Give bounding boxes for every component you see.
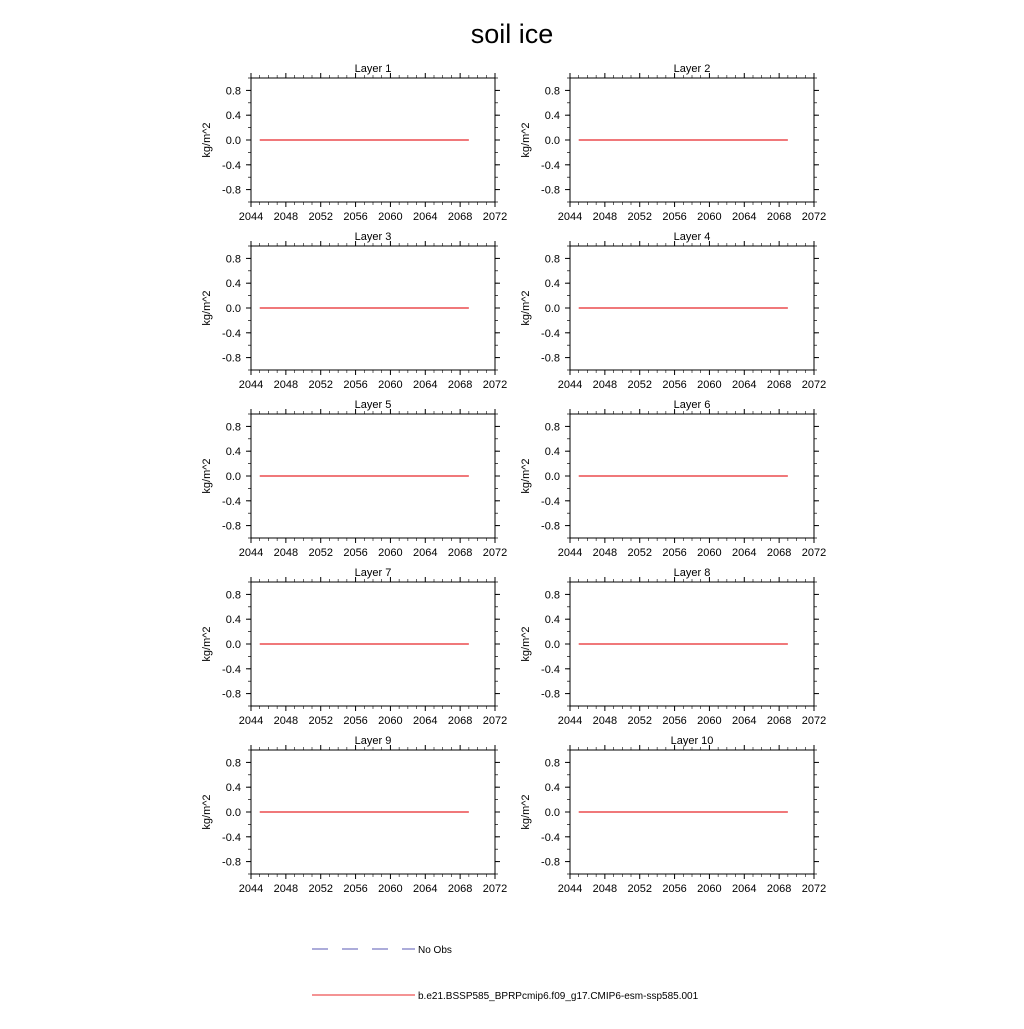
- x-tick-label: 2048: [592, 379, 618, 391]
- panel-title: Layer 7: [354, 567, 392, 579]
- x-tick-label: 2052: [627, 883, 652, 895]
- x-tick-label: 2068: [447, 379, 473, 391]
- x-tick-label: 2044: [238, 715, 264, 727]
- y-axis-label: kg/m^2: [520, 626, 532, 662]
- x-tick-label: 2072: [482, 379, 508, 391]
- panel-title: Layer 4: [673, 231, 711, 243]
- x-tick-label: 2052: [627, 379, 652, 391]
- x-tick-label: 2056: [662, 211, 687, 223]
- x-tick-label: 2068: [766, 547, 792, 559]
- y-tick-label: 0.8: [225, 589, 241, 602]
- y-tick-label: -0.4: [222, 663, 241, 676]
- y-tick-label: 0.0: [225, 471, 241, 483]
- legend-label: b.e21.BSSP585_BPRPcmip6.f09_g17.CMIP6-esm-ssp585.001: [418, 991, 699, 1002]
- legend-label: No Obs: [418, 945, 452, 956]
- x-tick-label: 2072: [801, 547, 827, 559]
- y-axis-label: kg/m^2: [201, 626, 213, 662]
- x-tick-label: 2052: [308, 211, 333, 223]
- x-tick-label: 2068: [447, 883, 473, 895]
- y-tick-label: 0.0: [544, 807, 560, 819]
- legend-entry: [312, 945, 452, 956]
- y-tick-label: -0.8: [541, 688, 560, 701]
- y-tick-label: -0.8: [541, 520, 560, 533]
- legend-entry: [312, 991, 699, 1002]
- y-tick-label: 0.4: [544, 110, 560, 123]
- x-tick-label: 2068: [766, 211, 792, 223]
- x-tick-label: 2056: [343, 379, 368, 391]
- panel-title: Layer 1: [354, 63, 392, 75]
- y-tick-label: -0.4: [222, 159, 241, 172]
- y-axis-label: kg/m^2: [520, 122, 532, 158]
- y-tick-label: -0.4: [541, 663, 560, 676]
- y-tick-label: 0.4: [544, 614, 560, 627]
- x-tick-label: 2056: [662, 715, 687, 727]
- x-tick-label: 2048: [273, 547, 299, 559]
- x-tick-label: 2048: [273, 883, 299, 895]
- x-tick-label: 2048: [592, 211, 618, 223]
- y-tick-label: 0.0: [225, 303, 241, 315]
- legend: [312, 945, 699, 1002]
- x-tick-label: 2072: [482, 715, 508, 727]
- x-tick-label: 2068: [447, 211, 473, 223]
- x-tick-label: 2060: [378, 547, 403, 559]
- x-tick-label: 2068: [766, 715, 792, 727]
- y-tick-label: 0.8: [544, 253, 560, 266]
- x-tick-label: 2072: [482, 211, 508, 223]
- x-tick-label: 2044: [557, 715, 583, 727]
- y-tick-label: -0.4: [222, 495, 241, 508]
- panel-layer-3: [201, 231, 507, 391]
- y-tick-label: -0.8: [541, 856, 560, 869]
- y-tick-label: -0.8: [222, 856, 241, 869]
- x-tick-label: 2060: [378, 883, 403, 895]
- y-tick-label: -0.4: [541, 327, 560, 340]
- y-axis-label: kg/m^2: [201, 290, 213, 326]
- x-tick-label: 2064: [732, 211, 757, 223]
- panel-layer-9: [201, 735, 507, 895]
- x-tick-label: 2060: [378, 715, 403, 727]
- y-tick-label: 0.8: [225, 85, 241, 98]
- x-tick-label: 2044: [557, 547, 583, 559]
- x-tick-label: 2056: [343, 211, 368, 223]
- x-tick-label: 2044: [557, 379, 583, 391]
- panel-title: Layer 10: [670, 735, 714, 747]
- x-tick-label: 2064: [413, 547, 438, 559]
- x-tick-label: 2056: [662, 547, 687, 559]
- y-tick-label: 0.0: [544, 303, 560, 315]
- y-tick-label: 0.0: [544, 471, 560, 483]
- panel-title: Layer 3: [354, 231, 392, 243]
- x-tick-label: 2064: [413, 883, 438, 895]
- x-tick-label: 2048: [273, 211, 299, 223]
- y-tick-label: 0.4: [225, 446, 241, 459]
- y-tick-label: -0.8: [541, 352, 560, 365]
- y-tick-label: -0.8: [222, 184, 241, 197]
- x-tick-label: 2048: [273, 379, 299, 391]
- panel-layer-6: [520, 399, 826, 559]
- x-tick-label: 2056: [343, 715, 368, 727]
- x-tick-label: 2052: [627, 715, 652, 727]
- x-tick-label: 2056: [343, 883, 368, 895]
- x-tick-label: 2068: [447, 547, 473, 559]
- y-axis-label: kg/m^2: [201, 458, 213, 494]
- x-tick-label: 2052: [308, 547, 333, 559]
- x-tick-label: 2044: [238, 547, 264, 559]
- y-tick-label: 0.8: [544, 421, 560, 434]
- y-tick-label: 0.0: [225, 639, 241, 651]
- panel-title: Layer 2: [673, 63, 711, 75]
- x-tick-label: 2044: [238, 379, 264, 391]
- y-tick-label: 0.4: [225, 782, 241, 795]
- panel-title: Layer 8: [673, 567, 711, 579]
- x-tick-label: 2072: [482, 547, 508, 559]
- panel-layer-4: [520, 231, 826, 391]
- y-tick-label: -0.4: [541, 495, 560, 508]
- panel-title: Layer 5: [354, 399, 392, 411]
- x-tick-label: 2056: [343, 547, 368, 559]
- x-tick-label: 2048: [273, 715, 299, 727]
- y-tick-label: 0.4: [225, 278, 241, 291]
- x-tick-label: 2064: [732, 715, 757, 727]
- x-tick-label: 2072: [482, 883, 508, 895]
- y-tick-label: -0.4: [222, 831, 241, 844]
- x-tick-label: 2052: [308, 883, 333, 895]
- x-tick-label: 2064: [732, 883, 757, 895]
- x-tick-label: 2068: [766, 379, 792, 391]
- panel-layer-2: [520, 63, 826, 223]
- x-tick-label: 2044: [238, 211, 264, 223]
- y-tick-label: 0.8: [544, 757, 560, 770]
- x-tick-label: 2048: [592, 883, 618, 895]
- panel-layer-7: [201, 567, 507, 727]
- x-tick-label: 2056: [662, 883, 687, 895]
- y-axis-label: kg/m^2: [520, 458, 532, 494]
- y-tick-label: 0.8: [225, 757, 241, 770]
- y-axis-label: kg/m^2: [201, 794, 213, 830]
- y-tick-label: 0.4: [225, 110, 241, 123]
- y-axis-label: kg/m^2: [201, 122, 213, 158]
- x-tick-label: 2060: [697, 379, 722, 391]
- panel-layer-8: [520, 567, 826, 727]
- y-tick-label: -0.4: [541, 159, 560, 172]
- x-tick-label: 2072: [801, 211, 827, 223]
- y-tick-label: 0.8: [225, 253, 241, 266]
- x-tick-label: 2064: [413, 379, 438, 391]
- y-tick-label: -0.4: [222, 327, 241, 340]
- x-tick-label: 2060: [378, 211, 403, 223]
- panel-title: Layer 6: [673, 399, 711, 411]
- y-tick-label: -0.4: [541, 831, 560, 844]
- y-tick-label: 0.8: [544, 589, 560, 602]
- x-tick-label: 2048: [592, 715, 618, 727]
- x-tick-label: 2060: [697, 211, 722, 223]
- y-tick-label: -0.8: [222, 352, 241, 365]
- x-tick-label: 2060: [697, 715, 722, 727]
- x-tick-label: 2064: [413, 211, 438, 223]
- y-axis-label: kg/m^2: [520, 290, 532, 326]
- y-tick-label: 0.0: [544, 639, 560, 651]
- x-tick-label: 2072: [801, 883, 827, 895]
- panel-layer-10: [520, 735, 826, 895]
- y-tick-label: 0.0: [544, 135, 560, 147]
- y-tick-label: 0.4: [225, 614, 241, 627]
- x-tick-label: 2056: [662, 379, 687, 391]
- y-tick-label: 0.8: [544, 85, 560, 98]
- x-tick-label: 2064: [732, 547, 757, 559]
- y-tick-label: -0.8: [541, 184, 560, 197]
- x-tick-label: 2072: [801, 715, 827, 727]
- y-tick-label: 0.0: [225, 135, 241, 147]
- x-tick-label: 2044: [238, 883, 264, 895]
- y-tick-label: -0.8: [222, 520, 241, 533]
- y-tick-label: -0.8: [222, 688, 241, 701]
- x-tick-label: 2068: [766, 883, 792, 895]
- x-tick-label: 2072: [801, 379, 827, 391]
- x-tick-label: 2044: [557, 883, 583, 895]
- y-tick-label: 0.4: [544, 446, 560, 459]
- panel-title: Layer 9: [354, 735, 392, 747]
- chart-title: soil ice: [470, 19, 554, 49]
- x-tick-label: 2044: [557, 211, 583, 223]
- x-tick-label: 2052: [308, 379, 333, 391]
- panel-layer-5: [201, 399, 507, 559]
- y-axis-label: kg/m^2: [520, 794, 532, 830]
- x-tick-label: 2060: [697, 547, 722, 559]
- x-tick-label: 2068: [447, 715, 473, 727]
- x-tick-label: 2064: [732, 379, 757, 391]
- panels-layer: [201, 63, 826, 895]
- panel-layer-1: [201, 63, 507, 223]
- x-tick-label: 2052: [627, 211, 652, 223]
- y-tick-label: 0.0: [225, 807, 241, 819]
- x-tick-label: 2052: [308, 715, 333, 727]
- y-tick-label: 0.4: [544, 278, 560, 291]
- x-tick-label: 2060: [378, 379, 403, 391]
- x-tick-label: 2048: [592, 547, 618, 559]
- y-tick-label: 0.8: [225, 421, 241, 434]
- y-tick-label: 0.4: [544, 782, 560, 795]
- x-tick-label: 2052: [627, 547, 652, 559]
- x-tick-label: 2064: [413, 715, 438, 727]
- x-tick-label: 2060: [697, 883, 722, 895]
